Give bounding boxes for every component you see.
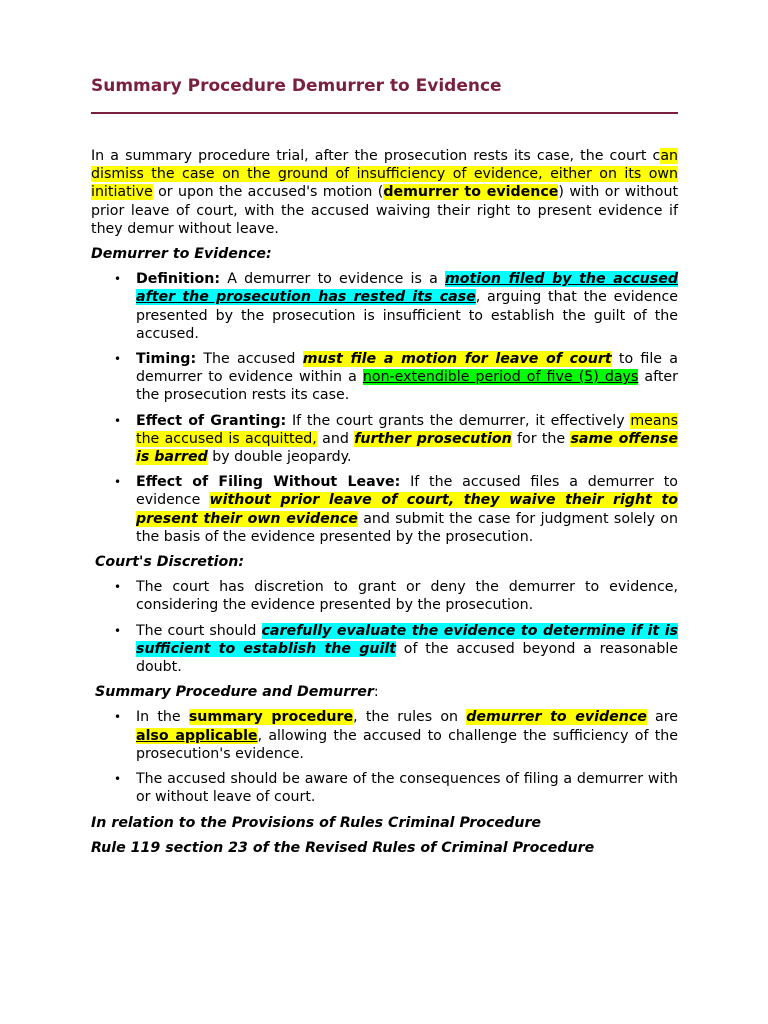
item-label: Timing: [136, 351, 197, 368]
item-text: In the [136, 709, 189, 726]
item-text: are [646, 709, 678, 726]
item-text: The court should [136, 622, 262, 639]
intro-highlight: demurrer to evidence [383, 184, 559, 201]
item-text: of the accused beyond a reasonable doubt. [136, 640, 678, 676]
item-highlight: motion filed by the accused after the prosecution has rested its case [136, 271, 678, 306]
list-item-evaluate [136, 622, 678, 677]
discretion-list [91, 578, 678, 676]
item-text: and submit the case for judgment solely on the basis of the evidence presented by the prosecution. [136, 510, 678, 545]
item-text: for the [511, 430, 571, 447]
intro-paragraph [91, 147, 678, 238]
item-highlight: summary procedure [188, 709, 354, 726]
item-highlight: also applicable [136, 727, 258, 744]
document-title: Summary Procedure Demurrer to Evidence [91, 76, 502, 96]
item-text: , arguing that the evidence presented by the prosecution is insufficient to establish the guilt of the accused. [136, 289, 678, 342]
item-text: A demurrer to evidence is a [220, 271, 445, 288]
item-highlight: carefully evaluate the evidence to determine if it is sufficient to establish the guilt [136, 622, 678, 657]
section-heading-discretion: Court's Discretion: [95, 554, 245, 571]
item-highlight: same offense is barred [136, 430, 678, 466]
intro-text: In a summary procedure trial, after the prosecution rests its case, the court c [91, 148, 661, 164]
demurrer-list [91, 270, 678, 546]
item-text: If the accused files a demurrer to evidence [136, 474, 678, 509]
item-text: by double jeopardy. [207, 449, 352, 466]
footer-line-2: Rule 119 section 23 of the Revised Rules of Criminal Procedure [91, 839, 595, 856]
item-text: If the court grants the demurrer, it effectively [286, 412, 631, 429]
list-item-definition [136, 270, 678, 343]
item-text: , the rules on [353, 709, 467, 726]
list-item-discretion: • The court has discretion to grant or deny the demurrer to evidence, considering the evidence presented by the prosecution. [136, 578, 678, 614]
item-text: to file a demurrer to evidence within a [136, 351, 678, 386]
item-text: The accused [196, 351, 303, 368]
section-heading-demurrer: Demurrer to Evidence: [91, 246, 272, 263]
item-text: and [316, 430, 355, 447]
item-highlight: means the accused is acquitted, [136, 412, 678, 447]
intro-highlight: an dismiss the case on the ground of insufficiency of evidence, either on its own initiative [91, 148, 678, 201]
title-divider [91, 112, 678, 114]
intro-text: or upon the accused's motion ( [152, 184, 384, 201]
item-highlight: further prosecution [354, 430, 512, 447]
item-label: Effect of Filing Without Leave: [136, 474, 401, 491]
list-item-consequences: • The accused should be aware of the consequences of filing a demurrer with or without leave of court. [136, 770, 678, 806]
footer-line-1: In relation to the Provisions of Rules Criminal Procedure [91, 814, 542, 831]
item-highlight: non-extendible period of five (5) days [362, 369, 639, 386]
summary-list [91, 708, 678, 806]
item-label: Effect of Granting: [136, 412, 287, 429]
item-highlight: must file a motion for leave of court [302, 351, 612, 368]
document-body [91, 147, 678, 864]
section-heading-summary [95, 683, 678, 701]
item-highlight: demurrer to evidence [466, 709, 647, 726]
intro-text: ) with or without prior leave of court, with the accused waiving their right to present evidence if they demur without leave. [91, 184, 679, 237]
item-label: Definition: [136, 271, 221, 288]
heading-text: Summary Procedure and Demurrer [95, 684, 374, 701]
list-item-timing [136, 350, 678, 405]
list-item-granting [136, 412, 678, 467]
list-item-applicable [136, 708, 678, 763]
heading-colon: : [373, 684, 379, 701]
item-text: after the prosecution rests its case. [136, 369, 678, 404]
item-text: , allowing the accused to challenge the sufficiency of the prosecution's evidence. [136, 727, 678, 762]
item-highlight: without prior leave of court, they waive their right to present their own evidence [136, 492, 678, 527]
list-item-without-leave [136, 473, 678, 546]
